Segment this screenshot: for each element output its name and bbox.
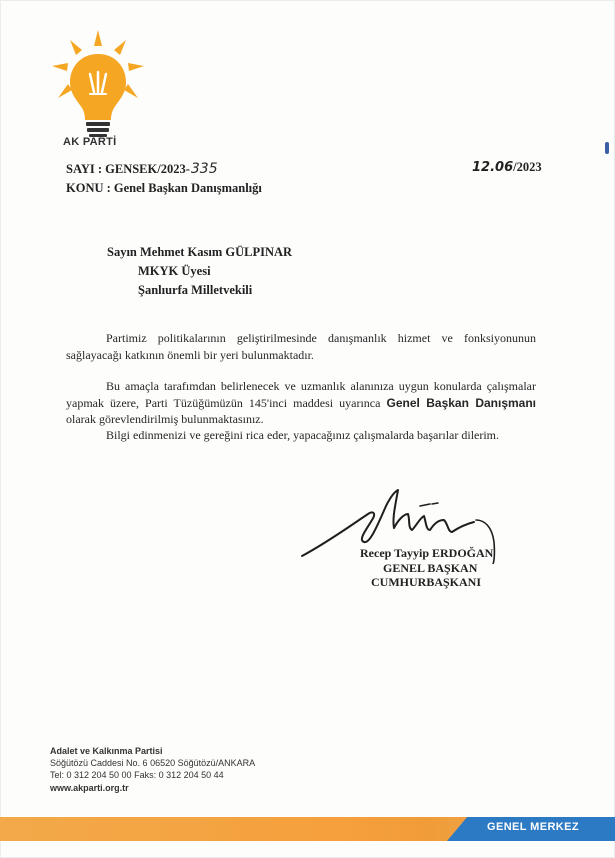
sayi-label: SAYI : GENSEK/2023- (66, 162, 190, 176)
recipient-name: Sayın Mehmet Kasım GÜLPINAR (107, 245, 293, 259)
body-paragraph-3: Bilgi edinmenizi ve gereğini rica eder, yapacağınız çalışmalarda başarılar dilerim. (106, 428, 500, 442)
handwritten-date: 12.06 (472, 160, 514, 175)
logo-text: AK PARTİ (63, 136, 117, 148)
subject-line: KONU : Genel Başkan Danışmanlığı (66, 181, 262, 195)
signatory-name: Recep Tayyip ERDOĞAN (360, 546, 494, 560)
footer-website: www.akparti.org.tr (50, 783, 129, 793)
footer-phone: Tel: 0 312 204 50 00 Faks: 0 312 204 50 44 (50, 770, 224, 780)
paragraph-2-start: Bu amaçla tarafımdan belirlenecek ve uzmanlık alanınıza uygun konularda çalışmalar yapmak üzere, Parti Tüzüğümüzün 145'inci maddesi uyarınca (66, 379, 536, 410)
body-paragraph-1: Partimiz politikalarının geliştirilmesinde danışmanlık hizmet ve fonksiyonunun sağlayacağı katkının önemli bir yeri bulunmaktadır. (66, 331, 536, 362)
footer-org-name: Adalet ve Kalkınma Partisi (50, 746, 163, 756)
edge-ink-mark (605, 142, 609, 154)
footer-band-label: GENEL MERKEZ (487, 821, 579, 833)
date-year: /2023 (513, 160, 542, 174)
recipient-title: MKYK Üyesi (138, 264, 211, 278)
footer-address: Söğütözü Caddesi No. 6 06520 Söğütözü/ANKARA (50, 758, 256, 768)
paragraph-2-end: olarak görevlendirilmiş bulunmaktasınız. (66, 412, 264, 426)
document-date (472, 160, 542, 175)
signatory-role: CUMHURBAŞKANI (371, 575, 482, 589)
paragraph-2-bold-title: Genel Başkan Danışmanı (386, 395, 536, 410)
document-number (66, 161, 218, 177)
signatory-title: GENEL BAŞKAN (383, 561, 478, 575)
body-paragraph-2 (66, 378, 536, 428)
handwritten-number: 335 (190, 161, 218, 177)
ak-parti-lightbulb-logo (50, 28, 146, 148)
recipient-role: Şanlıurfa Milletvekili (138, 283, 253, 297)
